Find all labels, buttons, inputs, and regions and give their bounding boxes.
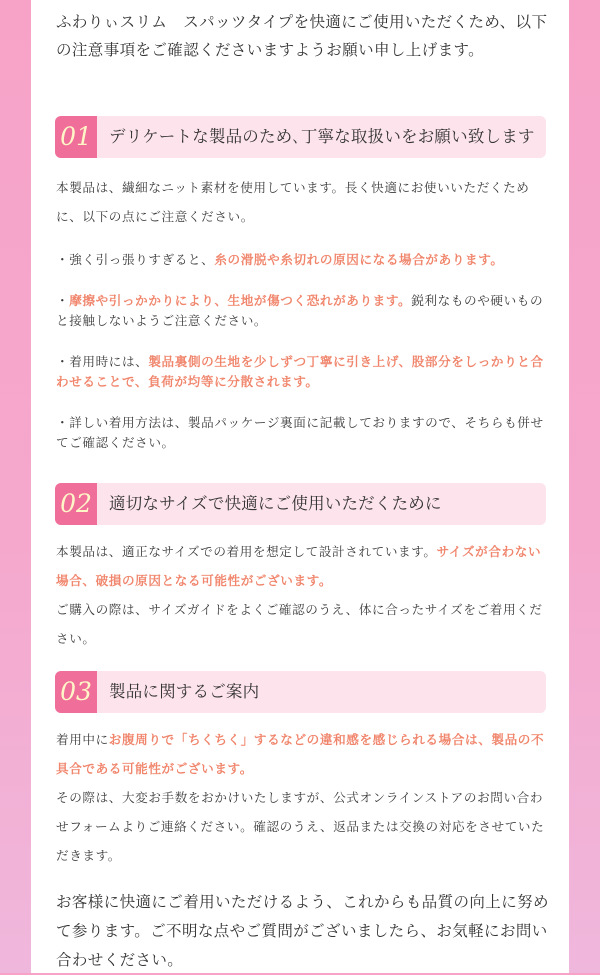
- caution-text: ・着用時には、: [56, 354, 149, 369]
- caution-text: ・詳しい着用方法は、製品パッケージ裏面に記載しておりますので、そちらも併せてご確認ください。: [56, 415, 544, 450]
- caution-text: ・強く引っ張りすぎると、: [56, 252, 215, 267]
- outro-text: お客様に快適にご着用いただけるよう、これからも品質の向上に努めて参ります。ご不明な点やご質問がございましたら、お気軽にお問い合わせください。: [56, 893, 549, 969]
- section-number: 01: [55, 116, 97, 158]
- caution-item: [56, 413, 548, 453]
- section-title: 適切なサイズで快適にご使用いただくために: [109, 494, 442, 513]
- caution-item: [56, 352, 548, 392]
- caution-highlight: 摩擦や引っかかりにより、生地が傷つく恐れがあります。: [69, 293, 412, 308]
- caution-highlight: 糸の滑脱や糸切れの原因になる場合があります。: [214, 252, 504, 267]
- section-03-para-2: その際は、大変お手数をおかけいたしますが、公式オンラインストアのお問い合わせフォームよりご連絡ください。確認のうえ、返品または交換の対応をさせていただきます。: [56, 790, 545, 863]
- body-text: 本製品は、適正なサイズでの着用を想定して設計されています。: [56, 544, 437, 559]
- section-title: 製品に関するご案内: [109, 682, 260, 701]
- body-highlight: お腹周りで「ちくちく」するなどの違和感を感じられる場合は、製品の不具合である可能性がございます。: [56, 732, 545, 776]
- section-02-header: [55, 483, 546, 525]
- section-02-para-1: [56, 537, 548, 595]
- intro-text: ふわりぃスリム スパッツタイプを快適にご使用いただくため、以下の注意事項をご確認くださいますようお願い申し上げます。: [56, 13, 548, 59]
- section-number: 02: [55, 483, 97, 525]
- section-01-header: [55, 116, 546, 158]
- section-number: 03: [55, 671, 97, 713]
- section-03-para-1: [56, 725, 548, 783]
- section-02-para-2: ご購入の際は、サイズガイドをよくご確認のうえ、体に合ったサイズをご着用ください。: [56, 602, 543, 646]
- section-03-header: [55, 671, 546, 713]
- caution-text: ・: [56, 293, 70, 308]
- section-01-body: 本製品は、繊細なニット素材を使用しています。長く快適にお使いいただくために、以下の点にご注意ください。: [56, 180, 530, 224]
- caution-item: [56, 291, 548, 331]
- caution-text: 鋭利なものや硬いものと接触しないようご注意ください。: [56, 293, 544, 328]
- body-highlight: サイズが合わない場合、破損の原因となる可能性がございます。: [56, 544, 542, 588]
- caution-item: [56, 250, 548, 270]
- caution-highlight: 製品裏側の生地を少しずつ丁寧に引き上げ、股部分をしっかりと合わせることで、負荷が均等に分散されます。: [56, 354, 544, 389]
- section-title: デリケートな製品のため､丁寧な取扱いをお願い致します: [109, 127, 535, 146]
- body-text: 着用中に: [56, 732, 109, 747]
